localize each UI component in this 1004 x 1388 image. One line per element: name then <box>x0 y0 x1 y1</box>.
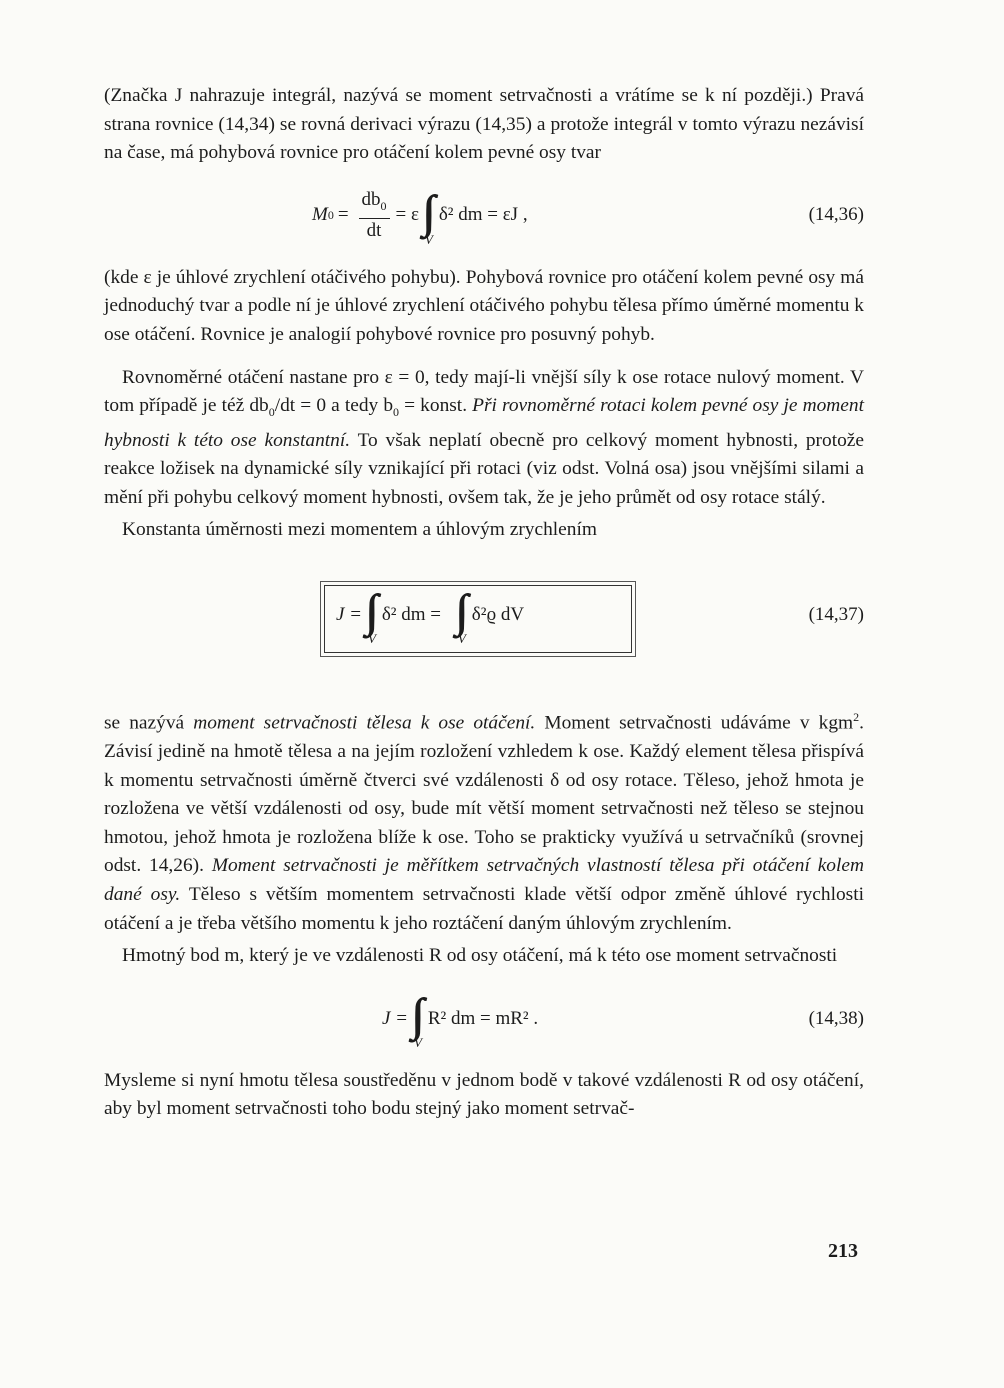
paragraph-2: (kde ε je úhlové zrychlení otáčivého pohybu). Pohybová rovnice pro otáčení kolem pevné osy má jednoduchý tvar a podle ní je úhlové zrychlení otáčivého pohybu tělesa přímo úměrné momentu k ose otáčení. Rovnice je analogií pohybové rovnice pro posuvný pohyb. <box>104 266 864 345</box>
paragraph-6: Hmotný bod m, který je ve vzdálenosti R od osy otáčení, má k této ose moment setrvačnosti <box>122 945 838 967</box>
paragraph-4: Konstanta úměrnosti mezi momentem a úhlovým zrychlením <box>122 519 597 541</box>
eq37-integrand-1: δ² dm = <box>381 603 441 625</box>
page-number: 213 <box>828 1240 858 1262</box>
triple-integral-icon: ∫∫∫ V <box>454 585 466 646</box>
paragraph-1: (Značka J nahrazuje integrál, nazývá se moment setrvačnosti a vrátíme se k ní později.) Pravá strana rovnice (14,34) se rovná derivaci výrazu (14,35) a protože integrál v tomto výrazu nezávisí na čase, má pohybová rovnice pro otáčení kolem pevné osy tvar <box>104 85 864 164</box>
paragraph-5-emphasis-2: Moment setrvačnosti je měřítkem setrvačných vlastností tělesa při otáčení kolem dané osy. <box>104 855 864 906</box>
eq38-number: (14,38) <box>808 1007 864 1029</box>
eq38-lhs: J = <box>382 1007 409 1029</box>
eq36-frac-top: db <box>361 189 381 211</box>
equation-14-38 <box>104 971 864 1067</box>
eq37-number: (14,37) <box>808 603 864 625</box>
paragraph-5: se nazývá moment setrvačnosti tělesa k ose otáčení. Moment setrvačnosti udáváme v kgm$^2$. Závisí jedině na hmotě tělesa a na jejím rozložení vzhledem k ose. Každý element tělesa přispívá k momentu setrvačnosti úměrně čtverci své vzdálenosti δ od osy rotace. Těleso, jehož hmota je rozložena ve větší vzdálenosti od osy, bude mít větší moment setrvačnosti než těleso se stejnou hmotou, jehož hmota je rozložena blíže k ose. Toho se prakticky využívá u setrvačníků (srovnej odst. 14,26). Moment setrvačnosti je měřítkem setrvačných vlastností tělesa při otáčení kolem dané osy. Těleso s větším momentem setrvačnosti klade větší odpor změně úhlové rychlosti otáčení a je třeba většího momentu k jeho roztáčení daným úhlovým zrychlením. <box>104 710 864 934</box>
equation-14-36 <box>104 168 864 264</box>
eq38-integrand: R² dm = mR² . <box>427 1007 539 1029</box>
paragraph-5-emphasis-1: moment setrvačnosti tělesa k ose otáčení. <box>193 712 536 734</box>
paragraph-3: Rovnoměrné otáčení nastane pro ε = 0, tedy mají-li vnější síly k ose rotace nulový moment. V tom případě je též $db_0/dt = 0$ a tedy $b_0$ = konst. Při rovnoměrné rotaci kolem pevné osy je moment hybnosti k této ose konstantní. To však neplatí obecně pro celkový moment hybnosti, protože reakce ložisek na dynamické síly vznikající při rotaci (viz odst. Volná osa) jsou vnějšími silami a mění při pohybu celkový moment hybnosti, ovšem tak, že je jeho průmět od osy rotace stálý. <box>104 366 864 508</box>
eq36-fraction: $\frac{db_0}{dt}$ <box>359 188 390 243</box>
paragraph-3-emphasis: Při rovnoměrné rotaci kolem pevné osy je moment hybnosti k této ose konstantní. <box>104 395 864 451</box>
page-body <box>104 82 864 1124</box>
triple-integral-icon: ∫∫∫ V <box>422 185 433 247</box>
eq36-number: (14,36) <box>808 204 864 226</box>
eq36-lhs: M <box>312 204 328 226</box>
eq36-mid: = ε <box>395 204 419 226</box>
triple-integral-icon: ∫∫∫ V <box>365 585 376 646</box>
eq36-integrand: δ² dm = εJ , <box>438 204 528 226</box>
eq36-sub: 0 <box>327 208 334 223</box>
eq36-region: V <box>424 231 433 247</box>
eq37-integrand-2: δ²ϱ dV <box>471 603 525 625</box>
equation-14-37 <box>104 545 864 685</box>
eq36-equals: = <box>337 204 349 226</box>
triple-integral-icon: ∫∫∫ V <box>411 988 422 1050</box>
eq36-frac-bot: dt <box>366 220 382 242</box>
paragraph-7: Mysleme si nyní hmotu tělesa soustředěnu v jednom bodě v takové vzdálenosti R od osy otáčení, aby byl moment setrvačnosti toho bodu stejný jako moment setrvač- <box>104 1069 864 1120</box>
eq37-lhs: J = <box>336 603 363 625</box>
